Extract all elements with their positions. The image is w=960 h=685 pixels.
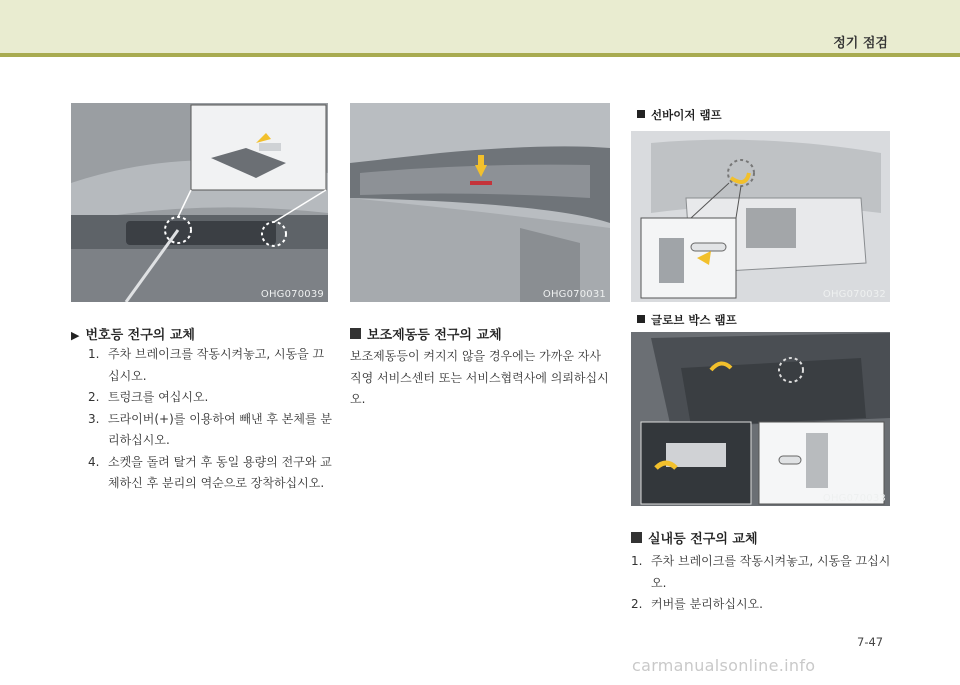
list-item [88, 452, 333, 495]
list-item [88, 387, 333, 409]
figure-code: OHG070039 [260, 289, 324, 300]
step-text: 커버를 분리하십시오. [651, 597, 763, 611]
section-title: 정기 점검 [833, 36, 888, 51]
heading-text: 실내등 전구의 교체 [648, 532, 758, 547]
hmsl-body: 보조제동등이 켜지지 않을 경우에는 가까운 자사 직영 서비스센터 또는 서비스협력사에 의뢰하십시오. [350, 349, 609, 406]
license-lamp-illustration [71, 103, 328, 302]
glovebox-lamp-illustration [631, 308, 890, 506]
step-text: 소켓을 돌려 탈거 후 동일 용량의 전구와 교체하신 후 분리의 역순으로 장착하십시오. [108, 454, 332, 490]
step-text: 드라이버(+)를 이용하여 빼낸 후 본체를 분리하십시오. [108, 411, 332, 447]
square-bullet-icon [637, 110, 645, 118]
interior-steps [631, 551, 893, 616]
figure-code: OHG070032 [822, 289, 886, 300]
step-number: 3. [88, 411, 100, 426]
list-item [88, 344, 333, 387]
figure-code: OHG070031 [542, 289, 606, 300]
step-text: 트렁크를 여십시오. [108, 390, 209, 404]
page-number: 7-47 [857, 635, 884, 649]
figure-caption [637, 107, 722, 123]
page-header [0, 0, 960, 53]
glovebox-lamp-figure [631, 308, 890, 506]
interior-section-heading [631, 528, 758, 547]
heading-text: 번호등 전구의 교체 [85, 328, 195, 343]
step-number: 1. [631, 554, 643, 568]
header-rule [0, 53, 960, 57]
license-steps [88, 344, 333, 495]
vanity-lamp-figure [631, 103, 890, 302]
figure-caption [637, 312, 737, 328]
caption-text: 선바이저 램프 [651, 108, 722, 122]
triangle-bullet-icon: ▶ [71, 329, 80, 342]
step-number: 4. [88, 454, 100, 469]
list-item [88, 409, 333, 452]
square-bullet-icon [631, 532, 642, 543]
figure-code: OHG070033 [822, 493, 886, 504]
step-number: 1. [88, 347, 100, 361]
step-number: 2. [631, 597, 643, 611]
hmsl-section-heading [350, 324, 502, 343]
square-bullet-icon [637, 315, 645, 323]
list-item [631, 551, 893, 594]
step-number: 2. [88, 390, 100, 404]
caption-text: 글로브 박스 램프 [651, 313, 737, 327]
watermark: carmanualsonline.info [632, 656, 816, 675]
heading-text: 보조제동등 전구의 교체 [367, 328, 502, 343]
license-section-heading [71, 324, 195, 343]
license-lamp-figure [71, 103, 328, 302]
hmsl-illustration [350, 103, 610, 302]
list-item [631, 594, 893, 616]
vanity-lamp-illustration [631, 103, 890, 302]
step-text: 주차 브레이크를 작동시켜놓고, 시동을 끄십시오. [108, 347, 325, 383]
square-bullet-icon [350, 328, 361, 339]
hmsl-figure [350, 103, 610, 302]
step-text: 주차 브레이크를 작동시켜놓고, 시동을 끄십시오. [651, 554, 891, 590]
